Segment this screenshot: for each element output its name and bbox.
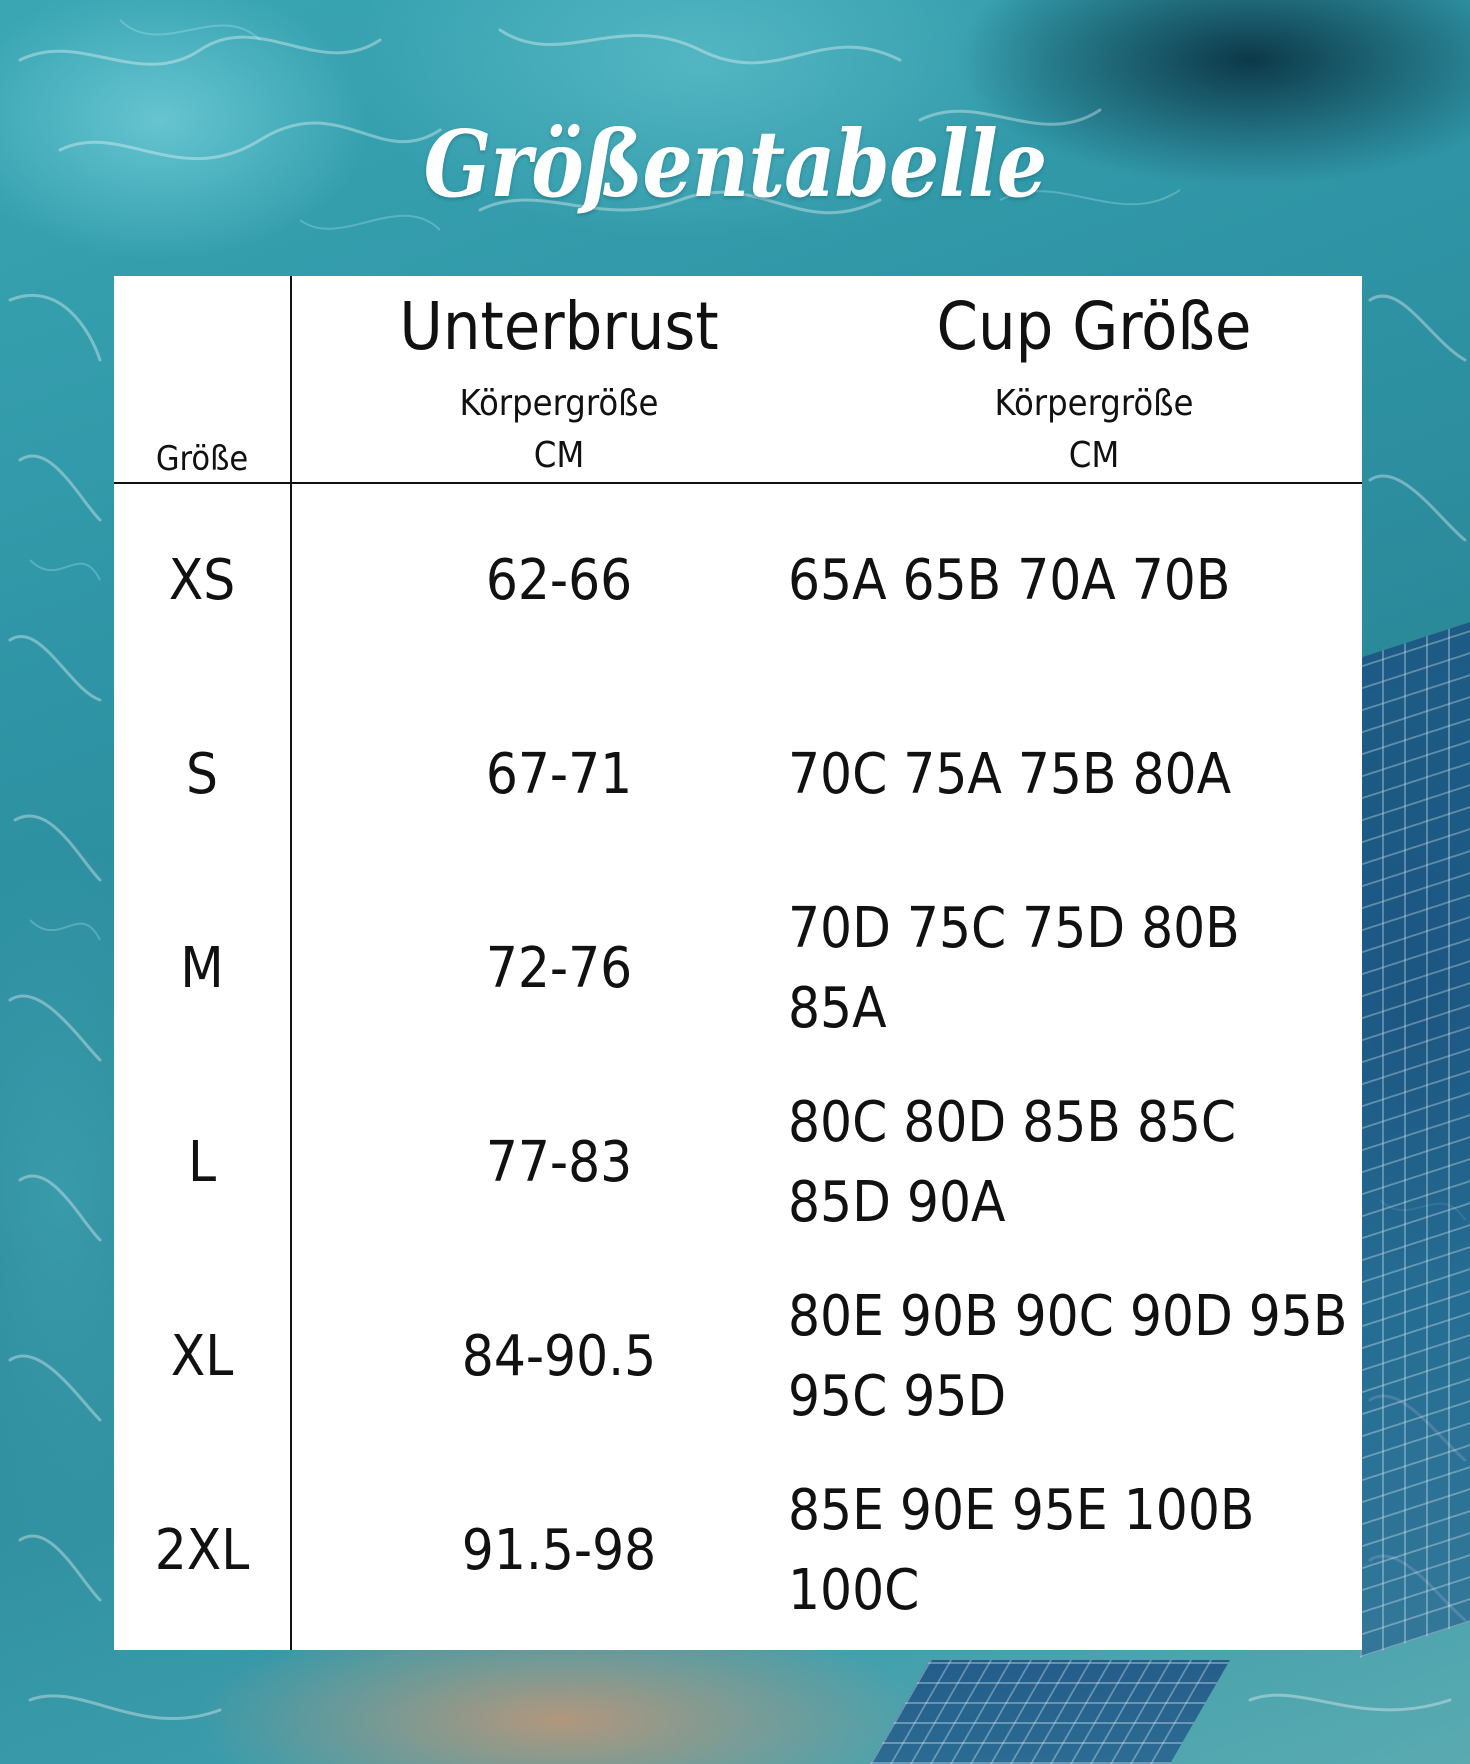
underbust-cell: 77-83 (485, 1130, 633, 1195)
page-title: Größentabelle (423, 110, 1047, 218)
size-cell: XS (168, 548, 236, 613)
underbust-cell: 62-66 (485, 548, 633, 613)
size-table (114, 276, 1362, 1650)
underbust-cell: 91.5-98 (461, 1518, 657, 1583)
size-cell: XL (170, 1324, 234, 1389)
cup-cell: 70D 75C 75D 80B 85A (788, 896, 1240, 1041)
pool-tiles-bottom (870, 1660, 1230, 1764)
header-size: Größe (155, 439, 249, 479)
table-row (114, 872, 1362, 1066)
table-row (114, 484, 1362, 678)
underbust-cell: 67-71 (485, 742, 633, 807)
table-row (114, 1454, 1362, 1648)
header-underbust-sub2: CM (533, 435, 585, 476)
cup-cell: 80C 80D 85B 85C 85D 90A (788, 1090, 1237, 1235)
table-row (114, 1260, 1362, 1454)
size-cell: M (180, 936, 224, 1001)
header-cup-sub1: Körpergröße (994, 383, 1194, 424)
header-underbust: Unterbrust (399, 288, 719, 365)
cup-cell: 85E 90E 95E 100B 100C (788, 1478, 1255, 1623)
cup-cell: 65A 65B 70A 70B (788, 548, 1231, 613)
cup-cell: 80E 90B 90C 90D 95B 95C 95D (788, 1284, 1348, 1429)
underbust-cell: 84-90.5 (461, 1324, 657, 1389)
table-row (114, 678, 1362, 872)
pool-tiles-right (1360, 622, 1470, 1658)
size-cell: S (186, 742, 218, 807)
underbust-cell: 72-76 (485, 936, 633, 1001)
header-cup-sub2: CM (1068, 435, 1120, 476)
cup-cell: 70C 75A 75B 80A (788, 742, 1232, 807)
size-cell: L (187, 1130, 217, 1195)
size-cell: 2XL (154, 1518, 250, 1583)
table-row (114, 1066, 1362, 1260)
header-underbust-sub1: Körpergröße (459, 383, 659, 424)
header-cup: Cup Größe (936, 288, 1252, 365)
